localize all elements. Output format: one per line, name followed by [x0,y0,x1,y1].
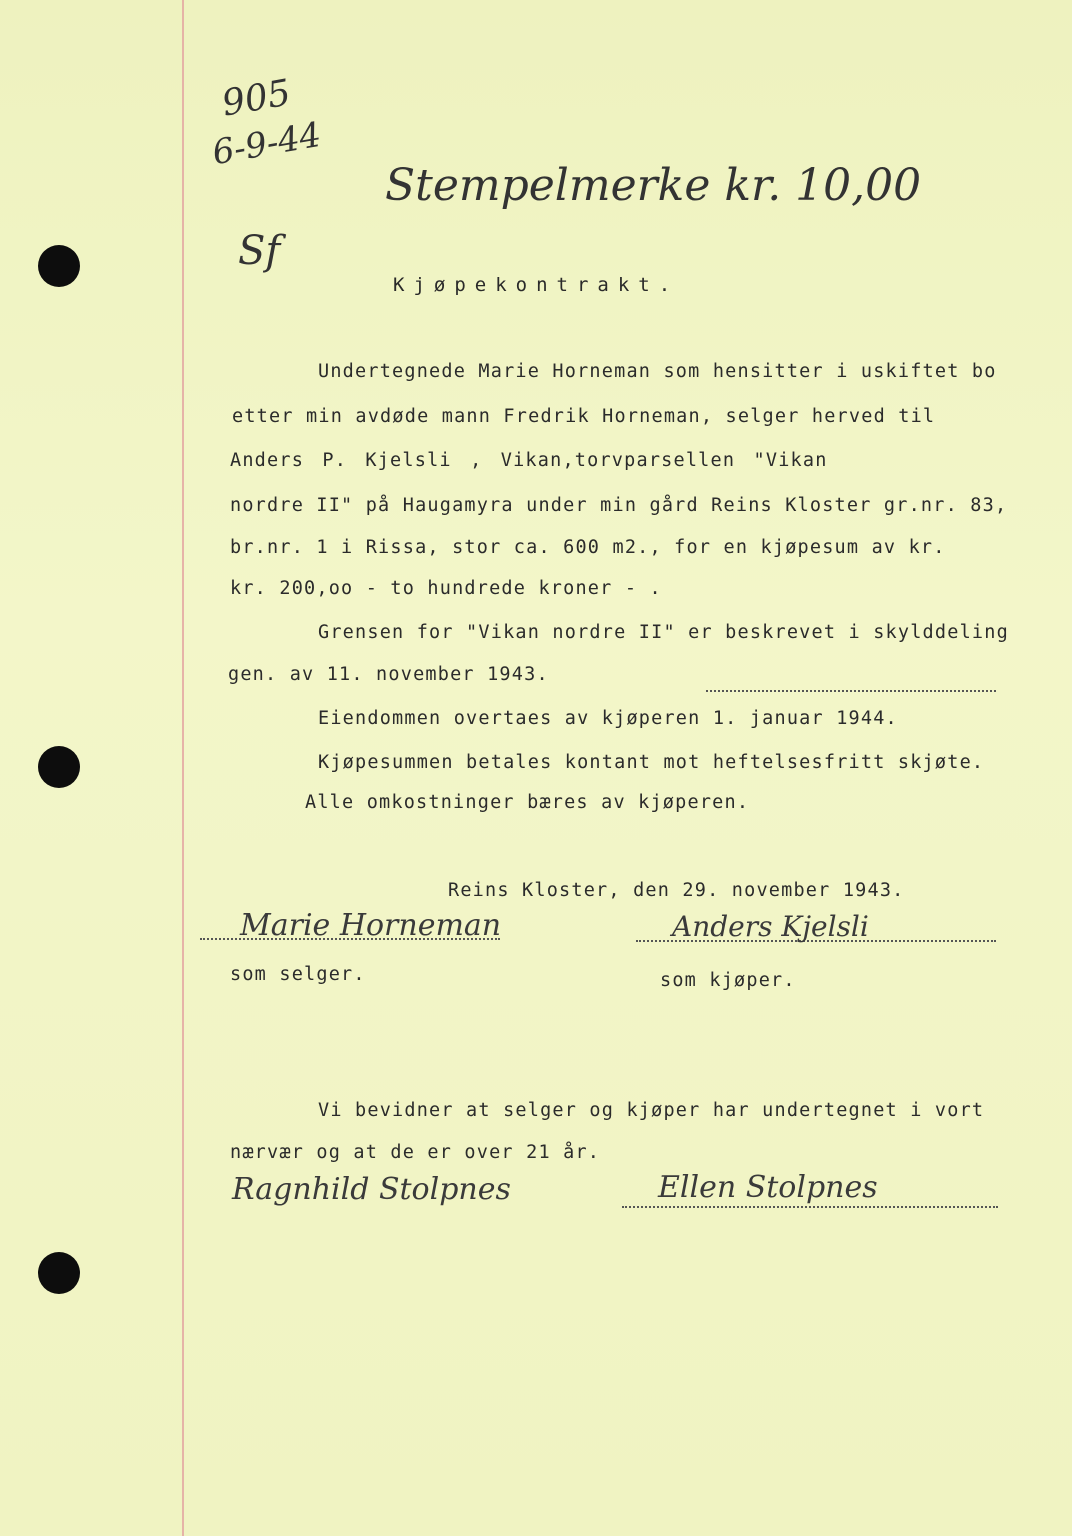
buyer-signature: Anders Kjelsli [672,910,869,943]
body-line-10: Kjøpesummen betales kontant mot heftelsesfritt skjøte. [318,752,985,773]
document-title: Kjøpekontrakt. [393,274,680,296]
seller-label: som selger. [230,964,366,985]
seller-signature: Marie Horneman [240,908,502,943]
initials-mark: Sf [238,228,281,274]
stamp-note: Stempelmerke kr. 10,00 [385,160,922,211]
punch-hole-top [38,245,80,287]
place-date-line: Reins Kloster, den 29. november 1943. [448,880,905,901]
body-line-9: Eiendommen overtaes av kjøperen 1. januar 1944. [318,708,898,729]
witness-2-signature: Ellen Stolpnes [658,1170,878,1205]
buyer-label: som kjøper. [660,970,796,991]
body-line-7: Grensen for "Vikan nordre II" er beskrevet i skylddeling [318,622,1009,643]
witness-text-1: Vi bevidner at selger og kjøper har undertegnet i vort [318,1100,985,1121]
registry-date: 6-9-44 [209,114,325,174]
witness-2-signature-line [622,1206,998,1208]
body-line-5: br.nr. 1 i Rissa, stor ca. 600 m2., for en kjøpesum av kr. [230,537,946,558]
body-line-1: Undertegnede Marie Horneman som hensitter i uskiftet bo [318,361,997,382]
body-line-2: etter min avdøde mann Fredrik Horneman, selger herved til [232,406,936,427]
witness-text-2: nærvær og at de er over 21 år. [230,1142,601,1163]
dotted-fill-line [706,690,996,692]
body-line-11: Alle omkostninger bæres av kjøperen. [305,792,750,813]
body-line-4: nordre II" på Haugamyra under min gård Reins Kloster gr.nr. 83, [230,495,1008,516]
margin-rule [182,0,184,1536]
witness-1-signature: Ragnhild Stolpnes [232,1172,511,1207]
punch-hole-middle [38,746,80,788]
body-line-6: kr. 200,oo - to hundrede kroner - . [230,578,662,599]
registry-number: 905 [218,72,294,125]
body-line-3: Anders P. Kjelsli , Vikan,torvparsellen "Vikan [230,450,828,471]
body-line-8: gen. av 11. november 1943. [228,664,549,685]
punch-hole-bottom [38,1252,80,1294]
